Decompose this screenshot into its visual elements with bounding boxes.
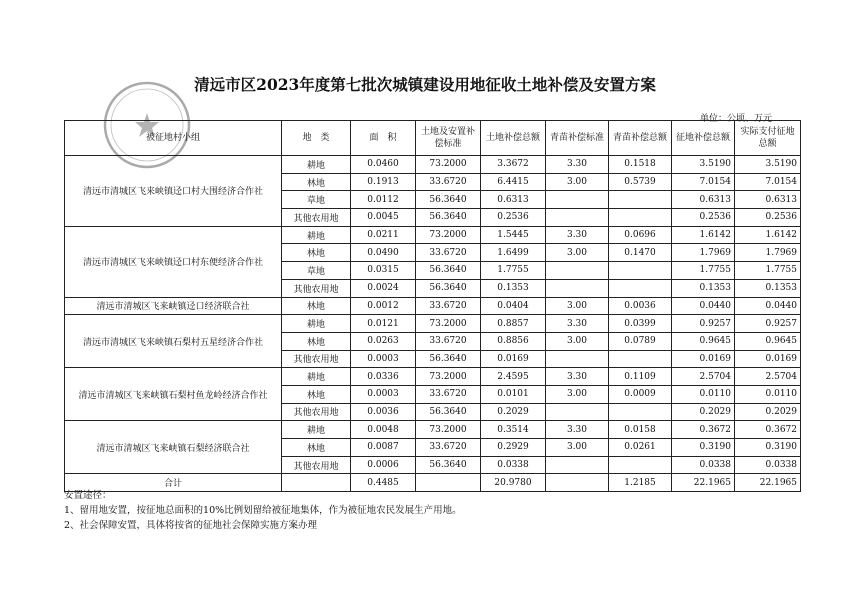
- land-type-cell: 其他农用地: [282, 403, 351, 421]
- value-cell: 3.00: [546, 332, 609, 350]
- value-cell: 33.6720: [416, 173, 481, 191]
- value-cell: 0.0440: [672, 297, 735, 315]
- value-cell: [609, 456, 672, 474]
- value-cell: 0.9257: [735, 315, 801, 333]
- total-value-cell: 22.1965: [735, 474, 801, 492]
- village-group-cell: 清远市清城区飞来峡镇迳口经济联合社: [65, 297, 282, 315]
- value-cell: 33.6720: [416, 297, 481, 315]
- value-cell: 33.6720: [416, 385, 481, 403]
- value-cell: 0.9645: [672, 332, 735, 350]
- table-row: [65, 297, 801, 315]
- value-cell: 0.0012: [351, 297, 416, 315]
- value-cell: 2.4595: [481, 368, 546, 386]
- value-cell: 3.30: [546, 226, 609, 244]
- value-cell: [546, 350, 609, 368]
- value-cell: 0.0036: [351, 403, 416, 421]
- value-cell: 0.0336: [351, 368, 416, 386]
- value-cell: [609, 403, 672, 421]
- value-cell: 0.1518: [609, 156, 672, 174]
- column-header: 土地补偿总额: [481, 121, 546, 156]
- column-header: 青苗补偿标准: [546, 121, 609, 156]
- value-cell: 0.0338: [481, 456, 546, 474]
- value-cell: 0.0087: [351, 439, 416, 457]
- land-type-cell: 草地: [282, 262, 351, 280]
- column-header: 实际支付征地总额: [735, 121, 801, 156]
- value-cell: [609, 350, 672, 368]
- village-group-cell: 清远市清城区飞来峡镇石梨村鱼龙岭经济合作社: [65, 368, 282, 421]
- land-type-cell: 林地: [282, 332, 351, 350]
- value-cell: 0.0169: [672, 350, 735, 368]
- value-cell: 0.0003: [351, 385, 416, 403]
- column-header: 土地及安置补偿标准: [416, 121, 481, 156]
- value-cell: 0.0338: [672, 456, 735, 474]
- value-cell: 73.2000: [416, 315, 481, 333]
- value-cell: 0.1913: [351, 173, 416, 191]
- value-cell: 0.0490: [351, 244, 416, 262]
- value-cell: 0.5739: [609, 173, 672, 191]
- value-cell: 0.1470: [609, 244, 672, 262]
- land-type-cell: 林地: [282, 297, 351, 315]
- table-row: [65, 226, 801, 244]
- land-type-cell: 耕地: [282, 368, 351, 386]
- column-header: 被征地村小组: [65, 121, 282, 156]
- value-cell: [609, 191, 672, 209]
- value-cell: 73.2000: [416, 226, 481, 244]
- value-cell: 0.8857: [481, 315, 546, 333]
- value-cell: 73.2000: [416, 156, 481, 174]
- value-cell: 3.5190: [735, 156, 801, 174]
- value-cell: 2.5704: [735, 368, 801, 386]
- land-type-cell: 林地: [282, 173, 351, 191]
- value-cell: 1.7969: [735, 244, 801, 262]
- value-cell: 0.0003: [351, 350, 416, 368]
- village-group-cell: 清远市清城区飞来峡镇迳口村东便经济合作社: [65, 226, 282, 297]
- value-cell: 0.0404: [481, 297, 546, 315]
- notes-block: [64, 488, 462, 533]
- value-cell: [546, 191, 609, 209]
- value-cell: 0.6313: [672, 191, 735, 209]
- value-cell: 0.0460: [351, 156, 416, 174]
- value-cell: 0.0036: [609, 297, 672, 315]
- value-cell: 0.0121: [351, 315, 416, 333]
- value-cell: 0.2029: [481, 403, 546, 421]
- value-cell: [609, 279, 672, 297]
- value-cell: 0.0211: [351, 226, 416, 244]
- value-cell: 56.3640: [416, 279, 481, 297]
- land-type-cell: 其他农用地: [282, 209, 351, 227]
- land-type-cell: 其他农用地: [282, 350, 351, 368]
- value-cell: 0.0110: [672, 385, 735, 403]
- value-cell: 0.0009: [609, 385, 672, 403]
- value-cell: 1.6142: [735, 226, 801, 244]
- value-cell: [609, 262, 672, 280]
- value-cell: 0.0789: [609, 332, 672, 350]
- value-cell: 3.30: [546, 421, 609, 439]
- land-type-cell: 其他农用地: [282, 456, 351, 474]
- value-cell: 73.2000: [416, 421, 481, 439]
- value-cell: 0.1353: [672, 279, 735, 297]
- value-cell: 0.9645: [735, 332, 801, 350]
- total-value-cell: 20.9780: [481, 474, 546, 492]
- table-row: [65, 368, 801, 386]
- value-cell: 0.0263: [351, 332, 416, 350]
- value-cell: 0.2536: [481, 209, 546, 227]
- value-cell: 0.2536: [735, 209, 801, 227]
- land-type-cell: 草地: [282, 191, 351, 209]
- value-cell: 1.7969: [672, 244, 735, 262]
- table-row: [65, 315, 801, 333]
- value-cell: 0.0110: [735, 385, 801, 403]
- value-cell: 0.0169: [481, 350, 546, 368]
- value-cell: 0.8856: [481, 332, 546, 350]
- value-cell: 0.3672: [735, 421, 801, 439]
- value-cell: 1.7755: [735, 262, 801, 280]
- land-type-cell: 其他农用地: [282, 279, 351, 297]
- value-cell: 33.6720: [416, 244, 481, 262]
- value-cell: 56.3640: [416, 191, 481, 209]
- value-cell: [546, 456, 609, 474]
- column-header: 青苗补偿总额: [609, 121, 672, 156]
- value-cell: 73.2000: [416, 368, 481, 386]
- value-cell: [546, 403, 609, 421]
- value-cell: 0.3672: [672, 421, 735, 439]
- value-cell: 0.1109: [609, 368, 672, 386]
- compensation-table: [64, 120, 801, 492]
- value-cell: 1.5445: [481, 226, 546, 244]
- total-value-cell: 22.1965: [672, 474, 735, 492]
- value-cell: 6.4415: [481, 173, 546, 191]
- unit-label: 单位：公顷、万元: [699, 114, 772, 124]
- value-cell: 0.0338: [735, 456, 801, 474]
- value-cell: 1.7755: [481, 262, 546, 280]
- value-cell: 0.9257: [672, 315, 735, 333]
- value-cell: [546, 262, 609, 280]
- value-cell: 56.3640: [416, 350, 481, 368]
- value-cell: 0.0315: [351, 262, 416, 280]
- value-cell: [546, 209, 609, 227]
- land-type-cell: 林地: [282, 385, 351, 403]
- value-cell: 3.30: [546, 315, 609, 333]
- value-cell: 0.6313: [735, 191, 801, 209]
- value-cell: 56.3640: [416, 262, 481, 280]
- value-cell: 0.3514: [481, 421, 546, 439]
- value-cell: 0.3190: [672, 439, 735, 457]
- value-cell: 2.5704: [672, 368, 735, 386]
- value-cell: 3.00: [546, 173, 609, 191]
- value-cell: [546, 279, 609, 297]
- column-header: 地 类: [282, 121, 351, 156]
- value-cell: 3.00: [546, 244, 609, 262]
- table-header-row: [65, 121, 801, 156]
- value-cell: 0.0024: [351, 279, 416, 297]
- value-cell: 7.0154: [735, 173, 801, 191]
- value-cell: 3.00: [546, 385, 609, 403]
- land-type-cell: 耕地: [282, 315, 351, 333]
- total-value-cell: 1.2185: [609, 474, 672, 492]
- value-cell: 3.3672: [481, 156, 546, 174]
- value-cell: 33.6720: [416, 332, 481, 350]
- land-type-cell: 耕地: [282, 156, 351, 174]
- land-type-cell: 耕地: [282, 421, 351, 439]
- value-cell: 0.1353: [481, 279, 546, 297]
- table-row: [65, 421, 801, 439]
- value-cell: 3.30: [546, 156, 609, 174]
- village-group-cell: 清远市清城区飞来峡镇石梨村五星经济合作社: [65, 315, 282, 368]
- value-cell: 0.2929: [481, 439, 546, 457]
- document-title: 清远市区2023年度第七批次城镇建设用地征收土地补偿及安置方案: [194, 75, 656, 94]
- value-cell: 0.2536: [672, 209, 735, 227]
- column-header: 面 积: [351, 121, 416, 156]
- value-cell: 56.3640: [416, 456, 481, 474]
- value-cell: 3.5190: [672, 156, 735, 174]
- value-cell: 33.6720: [416, 439, 481, 457]
- value-cell: 0.0261: [609, 439, 672, 457]
- notes-heading: 安置途径：: [64, 490, 112, 501]
- value-cell: 3.30: [546, 368, 609, 386]
- value-cell: 0.0696: [609, 226, 672, 244]
- value-cell: 56.3640: [416, 209, 481, 227]
- value-cell: 0.0399: [609, 315, 672, 333]
- value-cell: 3.00: [546, 439, 609, 457]
- value-cell: 0.1353: [735, 279, 801, 297]
- value-cell: 0.0101: [481, 385, 546, 403]
- value-cell: 0.0169: [735, 350, 801, 368]
- total-value-cell: 0.4485: [351, 474, 416, 492]
- land-type-cell: 林地: [282, 244, 351, 262]
- value-cell: 7.0154: [672, 173, 735, 191]
- land-type-cell: 耕地: [282, 226, 351, 244]
- village-group-cell: 清远市清城区飞来峡镇迳口村大围经济合作社: [65, 156, 282, 227]
- value-cell: 0.0440: [735, 297, 801, 315]
- note-item: 1、留用地安置，按征地总面积的10%比例划留给被征地集体，作为被征地农民发展生产用地。: [64, 505, 462, 516]
- value-cell: 0.0158: [609, 421, 672, 439]
- value-cell: 1.6499: [481, 244, 546, 262]
- value-cell: 1.6142: [672, 226, 735, 244]
- value-cell: 0.2029: [672, 403, 735, 421]
- value-cell: 0.0006: [351, 456, 416, 474]
- column-header: 征地补偿总额: [672, 121, 735, 156]
- total-label: 合计: [65, 474, 282, 492]
- value-cell: 0.0112: [351, 191, 416, 209]
- value-cell: 0.6313: [481, 191, 546, 209]
- value-cell: 3.00: [546, 297, 609, 315]
- value-cell: 0.0048: [351, 421, 416, 439]
- value-cell: 0.2029: [735, 403, 801, 421]
- total-value-cell: [546, 474, 609, 492]
- note-item: 2、社会保障安置，具体将按省的征地社会保障实施方案办理: [64, 520, 318, 531]
- value-cell: 1.7755: [672, 262, 735, 280]
- value-cell: 0.3190: [735, 439, 801, 457]
- village-group-cell: 清远市清城区飞来峡镇石梨经济联合社: [65, 421, 282, 474]
- land-type-cell: 林地: [282, 439, 351, 457]
- value-cell: [609, 209, 672, 227]
- table-row: [65, 156, 801, 174]
- value-cell: 56.3640: [416, 403, 481, 421]
- value-cell: 0.0045: [351, 209, 416, 227]
